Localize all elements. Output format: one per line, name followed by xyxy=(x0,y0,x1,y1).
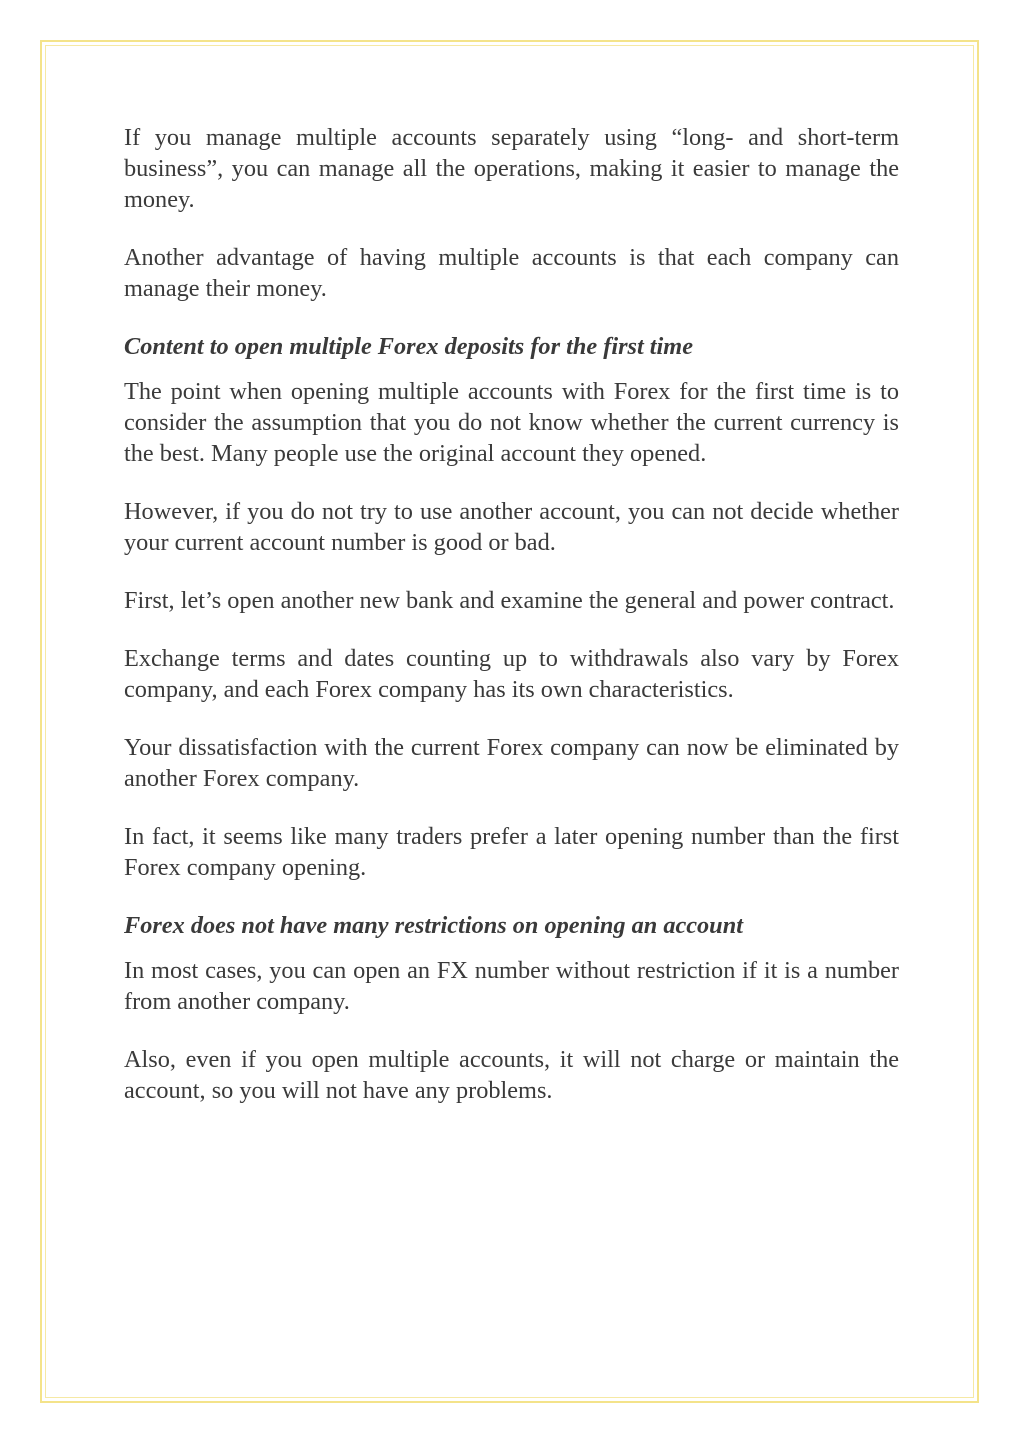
section-heading-1: Content to open multiple Forex deposits for the first time xyxy=(124,333,693,360)
section-heading-2: Forex does not have many restrictions on opening an account xyxy=(124,912,743,939)
paragraph-1: If you manage multiple accounts separately using “long- and short-term business”, you can manage all the operations, making it easier to manage the money. xyxy=(124,124,899,213)
paragraph-3: The point when opening multiple accounts with Forex for the first time is to consider the assumption that you do not know whether the current currency is the best. Many people use the original account they opened. xyxy=(124,378,899,467)
paragraph-5: First, let’s open another new bank and examine the general and power contract. xyxy=(124,587,895,614)
paragraph-7: Your dissatisfaction with the current Forex company can now be eliminated by another Forex company. xyxy=(124,734,899,792)
paragraph-4: However, if you do not try to use another account, you can not decide whether your current account number is good or bad. xyxy=(124,498,899,556)
paragraph-6: Exchange terms and dates counting up to withdrawals also vary by Forex company, and each Forex company has its own characteristics. xyxy=(124,645,899,703)
paragraph-9: In most cases, you can open an FX number without restriction if it is a number from another company. xyxy=(124,957,899,1015)
document-body xyxy=(124,122,899,1133)
paragraph-2: Another advantage of having multiple accounts is that each company can manage their money. xyxy=(124,244,899,302)
paragraph-10: Also, even if you open multiple accounts, it will not charge or maintain the account, so you will not have any problems. xyxy=(124,1046,899,1104)
paragraph-8: In fact, it seems like many traders prefer a later opening number than the first Forex company opening. xyxy=(124,823,899,881)
